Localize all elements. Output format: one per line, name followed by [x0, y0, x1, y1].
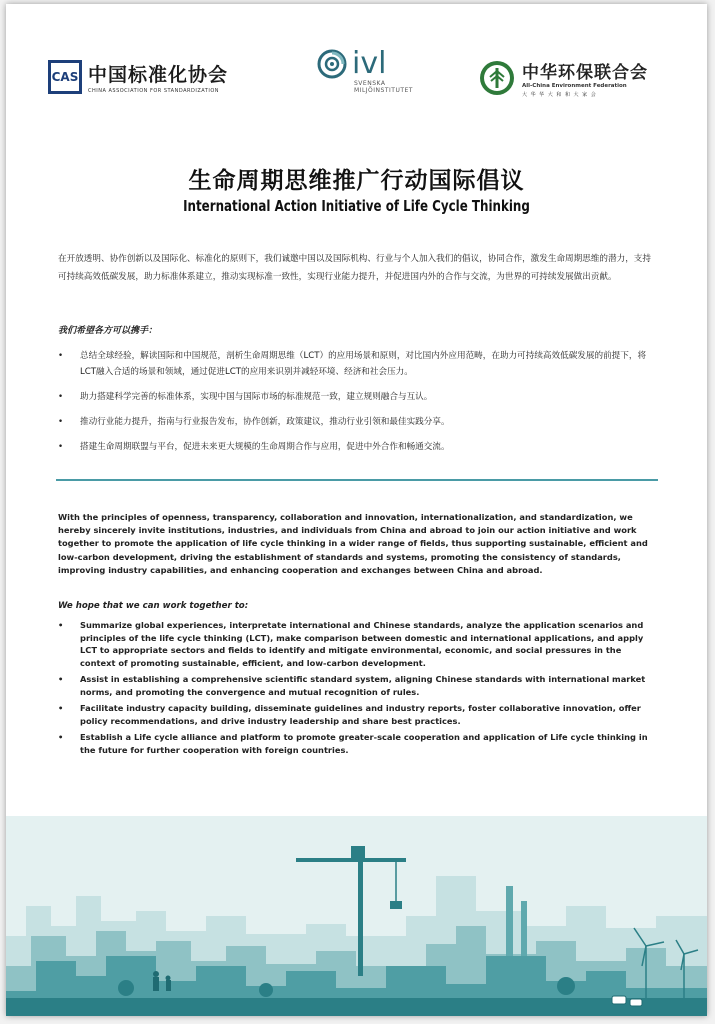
- ivl-line1: SVENSKA: [354, 80, 386, 87]
- list-item: • 总结全球经验，解读国际和中国规范，剖析生命周期思维（LCT）的应用场景和原则，对比国内外应用范畴，在助力可持续高效低碳发展的前提下，将LCT融入合适的场景和领域，通过促进LCT的应用来识别并减轻环境、经济和社会压力。: [58, 348, 658, 380]
- cas-name-cn: 中国标准化协会: [88, 64, 229, 86]
- chinese-list: [58, 348, 658, 464]
- list-item: • Summarize global experiences, interpretate international and Chinese standards, analyze the application scenarios and principles of the life cycle thinking (LCT), make comparison between domestic and international applications, and apply LCT to appropriate sectors and fields to identify and mitigate environmental, economic, and social pressures in the context of promoting sustainable, efficient, and low-carbon development.: [58, 619, 658, 669]
- list-item: • Establish a Life cycle alliance and platform to promote greater-scale cooperation and application of Life cycle thinking in the future for further cooperation with foreign countries.: [58, 731, 658, 756]
- section-divider: [56, 479, 658, 481]
- ivl-line2: MILJÖINSTITUTET: [354, 87, 413, 94]
- cas-mark: CAS: [48, 60, 82, 94]
- logo-row: [6, 44, 707, 114]
- english-list: [58, 619, 658, 760]
- english-heading: We hope that we can work together to:: [58, 601, 249, 611]
- chinese-heading: 我们希望各方可以携手：: [58, 326, 158, 336]
- acef-name-en: All-China Environment Federation: [522, 83, 627, 89]
- ivl-mark: ivl: [352, 46, 387, 81]
- list-item: • 助力搭建科学完善的标准体系，实现中国与国际市场的标准规范一致，建立规则融合与互认。: [58, 389, 658, 405]
- title-english: International Action Initiative of Life Cycle Thinking: [183, 197, 530, 215]
- title-chinese: 生命周期思维推广行动国际倡议: [188, 168, 525, 194]
- ivl-swirl-icon: [316, 48, 348, 80]
- list-item: • 推动行业能力提升，指南与行业报告发布，协作创新，政策建议，推动行业引领和最佳实践分享。: [58, 414, 658, 430]
- document-page: [6, 4, 707, 1016]
- cityscape-illustration: [6, 816, 707, 1016]
- english-intro: With the principles of openness, transparency, collaboration and innovation, internationalization, and standardization, we hereby sincerely invite institutions, industries, and individuals from China and abroad to join our action initiative and work together to promote the application of life cycle thinking in a wider range of fields, thus supporting sustainable, efficient and low-carbon development, driving the establishment of standards and systems, promoting the consistency of standards, improving industry capabilities, and enhancing cooperation and exchanges between China and abroad.: [58, 512, 648, 575]
- ivl-logo: [316, 48, 413, 94]
- acef-logo: [478, 58, 648, 98]
- list-item: • Facilitate industry capacity building, disseminate guidelines and industry reports, foster collaborative innovation, offer policy recommendations, and drive industry leadership and share best practices.: [58, 702, 658, 727]
- acef-tagline: 大 华 华 大 和 和 大 家 会: [522, 92, 597, 98]
- cas-name-en: CHINA ASSOCIATION FOR STANDARDIZATION: [88, 88, 219, 94]
- acef-name-cn: 中华环保联合会: [522, 63, 648, 83]
- chinese-intro: 在开放透明、协作创新以及国际化、标准化的原则下，我们诚邀中国以及国际机构、行业与个人加入我们的倡议，协同合作，激发生命周期思维的潜力，支持可持续高效低碳发展，助力标准体系建立，推动实现标准一致性，实现行业能力提升，并促进国内外的合作与交流，为世界的可持续发展做出贡献。: [58, 254, 651, 282]
- cas-logo: [48, 60, 228, 94]
- acef-emblem-icon: [478, 59, 516, 97]
- list-item: • Assist in establishing a comprehensive scientific standard system, aligning Chinese standards with international market norms, and promoting the convergence and mutual recognition of rules.: [58, 673, 658, 698]
- list-item: • 搭建生命周期联盟与平台，促进未来更大规模的生命周期合作与应用，促进中外合作和畅通交流。: [58, 439, 658, 455]
